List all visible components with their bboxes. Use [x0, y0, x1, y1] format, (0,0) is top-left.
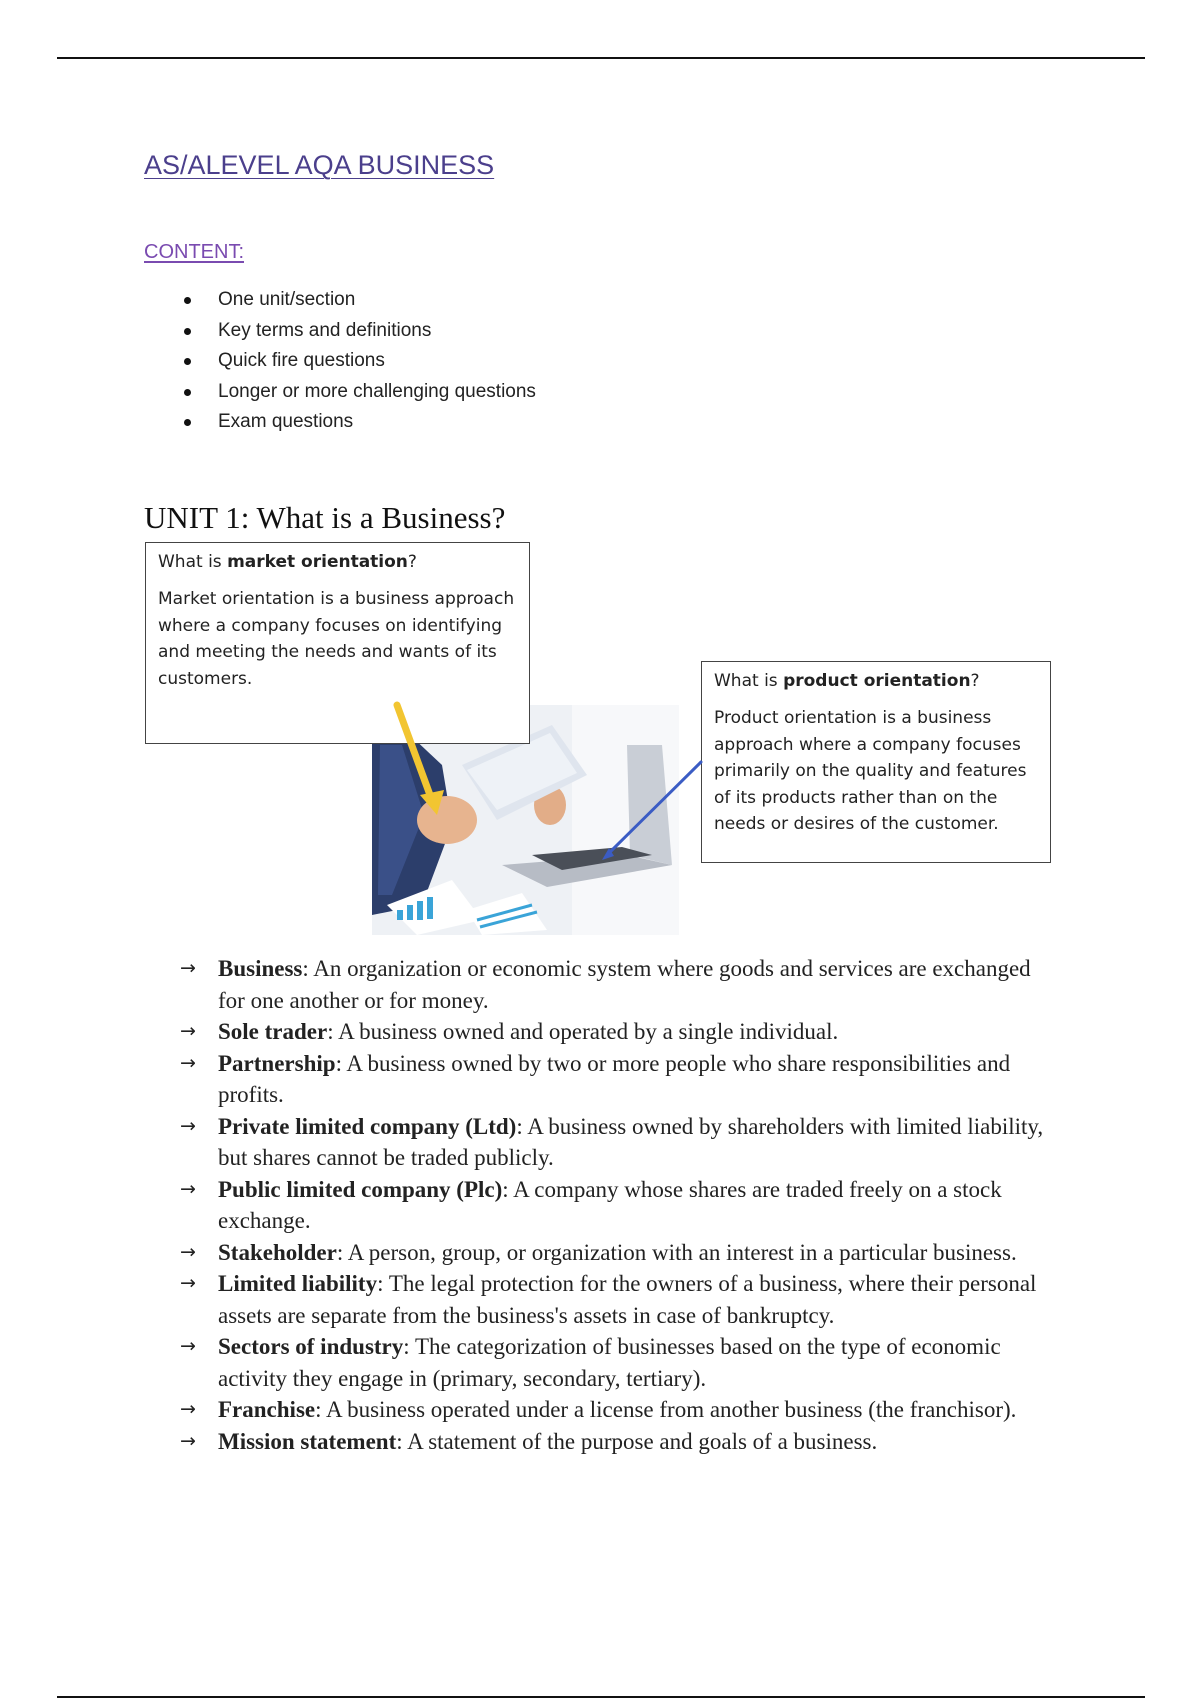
term-item: [180, 1174, 1060, 1237]
question-suffix: ?: [407, 552, 417, 572]
content-item: [180, 378, 536, 409]
term-name: Business: [218, 956, 303, 981]
term-item: [180, 1016, 1060, 1048]
content-item-label: Longer or more challenging questions: [218, 380, 536, 402]
market-orientation-callout: [145, 542, 530, 744]
term-definition: : A business operated under a license from another business (the franchisor).: [315, 1397, 1017, 1422]
term-definition: : A statement of the purpose and goals of a business.: [396, 1428, 878, 1454]
question-prefix: What is: [714, 671, 784, 691]
term-name: Sectors of industry: [218, 1334, 404, 1359]
term-definition: : The categorization of businesses based on the type of economic activity they engage in (primary, secondary, tertiary).: [218, 1334, 1001, 1391]
top-rule: [57, 57, 1145, 59]
right-arrow-icon: →: [180, 1335, 196, 1357]
term-name: Stakeholder: [218, 1239, 337, 1265]
content-item-label: One unit/section: [218, 289, 356, 310]
right-arrow-icon: →: [180, 1398, 196, 1420]
unit-heading: UNIT 1: What is a Business?: [144, 500, 506, 535]
bullet-dot-icon: [184, 419, 191, 426]
term-item: [180, 953, 1060, 1016]
content-label: CONTENT:: [144, 241, 244, 263]
term-item: [180, 1237, 1060, 1269]
callout-answer: Market orientation is a business approach where a company focuses on identifying and meeting the needs and wants of its customers.: [158, 589, 515, 689]
key-terms-list: [180, 953, 1060, 1457]
bullet-dot-icon: [184, 328, 191, 335]
question-prefix: What is: [158, 552, 228, 572]
term-name: Sole trader: [218, 1019, 328, 1044]
callout-answer: Product orientation is a business approach where a company focuses primarily on the quality and features of its products rather than on the needs or desires of the customer.: [714, 708, 1027, 834]
right-arrow-icon: →: [180, 1114, 196, 1137]
callout-question: [158, 552, 517, 572]
question-term: market orientation: [227, 552, 408, 572]
term-item: [180, 1331, 1060, 1394]
term-item: [180, 1111, 1060, 1174]
term-item: [180, 1268, 1060, 1331]
term-definition: : A business owned by shareholders with limited liability, but shares cannot be traded publicly.: [218, 1113, 1044, 1170]
term-definition: : A person, group, or organization with an interest in a particular business.: [336, 1239, 1017, 1265]
content-item: [180, 317, 536, 348]
content-list: [180, 286, 536, 439]
term-definition: : A business owned by two or more people who share responsibilities and profits.: [218, 1050, 1011, 1107]
term-name: Public limited company (Plc): [218, 1176, 503, 1202]
term-name: Partnership: [218, 1050, 336, 1076]
bullet-dot-icon: [184, 297, 191, 304]
term-name: Limited liability: [218, 1271, 378, 1296]
question-suffix: ?: [970, 671, 980, 691]
right-arrow-icon: →: [180, 1020, 196, 1042]
document-title: AS/ALEVEL AQA BUSINESS: [144, 150, 495, 180]
term-item: [180, 1394, 1060, 1426]
callout-question: [714, 671, 1038, 691]
term-definition: : The legal protection for the owners of a business, where their personal assets are separate from the business's assets in case of bankruptcy.: [218, 1271, 1037, 1328]
term-definition: : A company whose shares are traded freely on a stock exchange.: [218, 1176, 1002, 1233]
right-arrow-icon: →: [180, 957, 196, 979]
right-arrow-icon: →: [180, 1240, 196, 1263]
content-item: [180, 347, 536, 378]
right-arrow-icon: →: [180, 1051, 196, 1074]
term-definition: : A business owned and operated by a single individual.: [327, 1019, 839, 1044]
product-orientation-callout: [701, 661, 1051, 863]
term-name: Mission statement: [218, 1428, 397, 1454]
bottom-rule: [57, 1696, 1145, 1698]
bullet-dot-icon: [184, 389, 191, 396]
content-item: [180, 408, 536, 439]
bullet-dot-icon: [184, 358, 191, 365]
term-name: Private limited company (Ltd): [218, 1113, 517, 1139]
content-item-label: Quick fire questions: [218, 350, 385, 371]
term-definition: : An organization or economic system where goods and services are exchanged for one another or for money.: [218, 956, 1031, 1013]
content-item-label: Key terms and definitions: [218, 319, 432, 341]
content-item: [180, 286, 536, 317]
term-item: [180, 1426, 1060, 1458]
question-term: product orientation: [783, 671, 971, 691]
right-arrow-icon: →: [180, 1177, 196, 1200]
right-arrow-icon: →: [180, 1272, 196, 1294]
right-arrow-icon: →: [180, 1429, 196, 1452]
term-item: [180, 1048, 1060, 1111]
term-name: Franchise: [218, 1397, 316, 1422]
content-item-label: Exam questions: [218, 411, 354, 432]
